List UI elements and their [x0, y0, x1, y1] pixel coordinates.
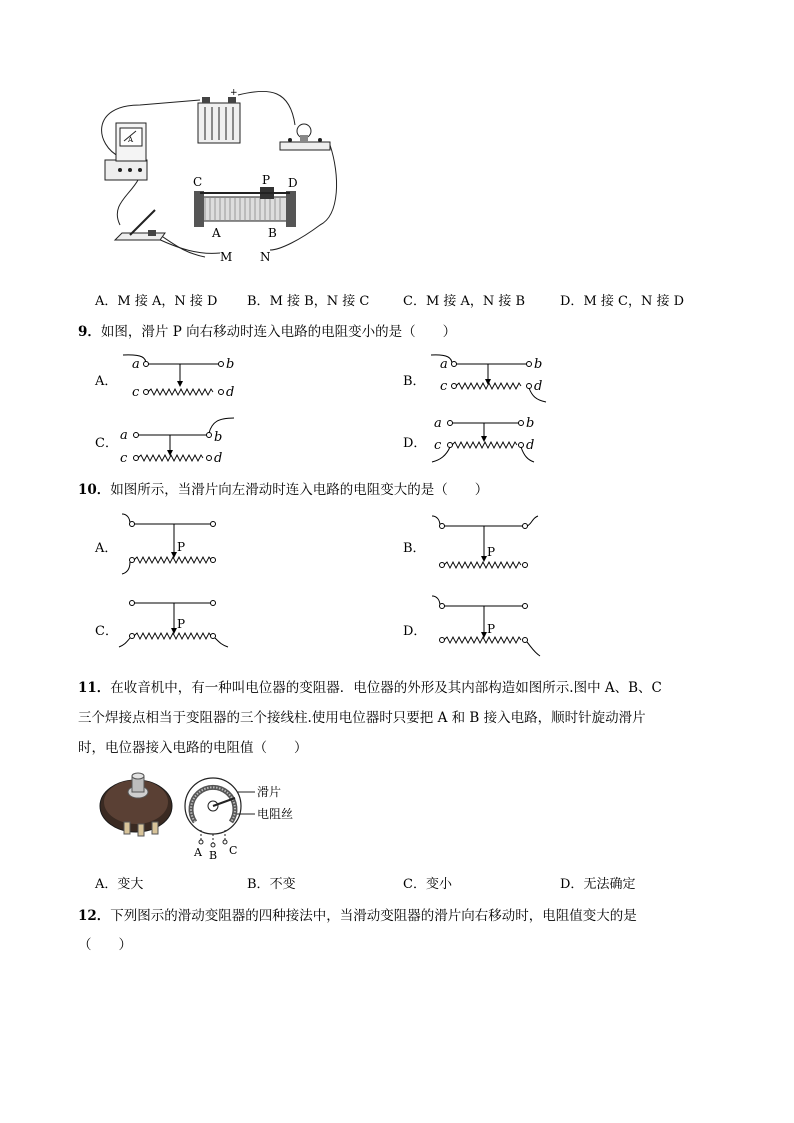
svg-text:b: b	[214, 430, 223, 445]
svg-text:P: P	[177, 617, 186, 631]
svg-text:电阻丝: 电阻丝	[257, 807, 294, 821]
q11-option-b[interactable]: B．不变	[247, 877, 296, 892]
q8-option-d[interactable]: D．M 接 C，N 接 D	[560, 294, 685, 309]
q11-stem-line2: 三个焊接点相当于变阻器的三个接线柱.使用电位器时只要把 A 和 B 接入电路，顺时针旋动滑片	[78, 710, 646, 726]
svg-text:c: c	[434, 438, 442, 453]
q9-option-b[interactable]: B．	[403, 374, 426, 389]
switch	[115, 210, 165, 240]
q10-option-c[interactable]: C．	[95, 624, 118, 639]
svg-text:A: A	[128, 136, 134, 144]
q10-diagram-c	[116, 595, 236, 650]
svg-text:D: D	[288, 176, 298, 190]
q12-stem: 12．下列图示的滑动变阻器的四种接法中，当滑动变阻器的滑片向右移动时，电阻值变大的是	[78, 908, 637, 924]
svg-text:b: b	[534, 357, 543, 372]
q8-option-a[interactable]: A．M 接 A，N 接 D	[95, 294, 218, 309]
q9-diagram-d	[428, 412, 558, 468]
svg-text:P: P	[177, 540, 186, 554]
q11-stem-line3: 时，电位器接入电路的电阻值（ ）	[78, 740, 308, 756]
svg-text:a: a	[132, 357, 140, 372]
q11-option-c[interactable]: C．变小	[403, 877, 452, 892]
svg-text:d: d	[534, 379, 543, 394]
q10-option-d[interactable]: D．	[403, 624, 427, 639]
svg-text:P: P	[487, 545, 496, 559]
svg-text:+: +	[230, 88, 238, 98]
svg-text:N: N	[260, 250, 271, 264]
rheostat	[193, 173, 298, 240]
svg-text:C: C	[229, 844, 238, 857]
svg-text:d: d	[226, 385, 235, 400]
q12-stem-line2: （ ）	[78, 937, 132, 953]
bulb	[280, 124, 330, 150]
svg-text:C: C	[193, 175, 203, 189]
q9-diagram-a	[118, 352, 248, 402]
svg-text:c: c	[132, 385, 140, 400]
q8-option-b[interactable]: B．M 接 B，N 接 C	[247, 294, 370, 309]
svg-text:a: a	[120, 428, 128, 443]
q8-circuit-figure	[90, 85, 370, 270]
q10-stem: 10．如图所示，当滑片向左滑动时连入电路的电阻变大的是（ ）	[78, 482, 489, 498]
q10-diagram-b	[428, 512, 543, 574]
q10-diagram-a	[118, 510, 228, 580]
svg-text:B: B	[268, 226, 277, 240]
svg-text:a: a	[434, 416, 442, 431]
battery	[198, 88, 240, 143]
svg-text:c: c	[440, 379, 448, 394]
q9-stem: 9．如图，滑片 P 向右移动时连入电路的电阻变小的是（ ）	[78, 324, 457, 340]
potentiometer-photo	[98, 772, 178, 838]
svg-text:a: a	[440, 357, 448, 372]
q10-diagram-d	[428, 592, 543, 660]
q10-option-b[interactable]: B．	[403, 541, 426, 556]
svg-text:P: P	[487, 622, 496, 636]
q9-option-c[interactable]: C．	[95, 436, 118, 451]
q9-option-a[interactable]: A．	[95, 374, 118, 389]
svg-text:M: M	[220, 250, 233, 264]
q11-stem-line1: 11．在收音机中，有一种叫电位器的变阻器．电位器的外形及其内部构造如图所示.图中 A、B、C	[78, 680, 662, 696]
q8-option-c[interactable]: C．M 接 A，N 接 B	[403, 294, 526, 309]
q10-option-a[interactable]: A．	[95, 541, 118, 556]
q11-option-a[interactable]: A．变大	[95, 877, 144, 892]
svg-text:d: d	[214, 451, 223, 466]
q11-option-d[interactable]: D．无法确定	[560, 877, 636, 892]
q9-diagram-b	[428, 352, 558, 406]
svg-text:b: b	[526, 416, 535, 431]
q9-diagram-c	[118, 414, 248, 466]
svg-text:b: b	[226, 357, 235, 372]
svg-text:P: P	[262, 173, 271, 187]
potentiometer-internal-diagram	[183, 772, 303, 860]
svg-text:A: A	[212, 226, 221, 240]
svg-text:滑片: 滑片	[257, 785, 282, 799]
q9-option-d[interactable]: D．	[403, 436, 427, 451]
svg-text:d: d	[526, 438, 535, 453]
svg-text:c: c	[120, 451, 128, 466]
svg-text:A: A	[194, 846, 202, 859]
svg-text:B: B	[209, 849, 218, 860]
